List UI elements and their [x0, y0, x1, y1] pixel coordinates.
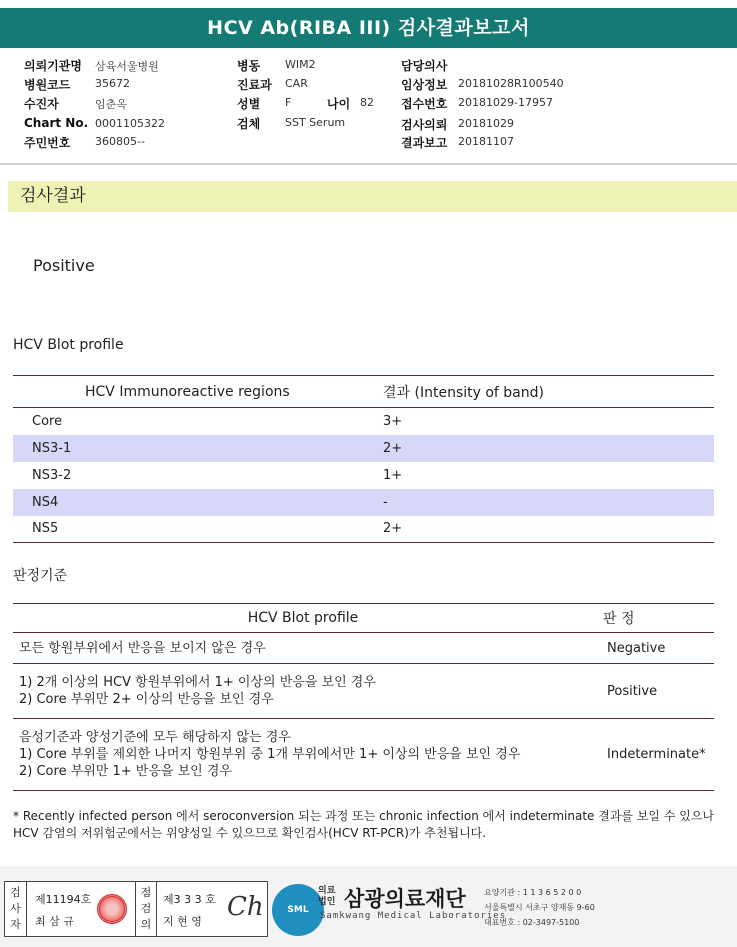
intensity-cell: 1+: [383, 467, 403, 483]
info-value: 360805--: [95, 135, 145, 148]
info-value: 삼육서울병원: [95, 60, 159, 73]
info-label: 임상정보: [401, 78, 448, 92]
table-row: [13, 516, 714, 543]
section-header: 검사결과: [8, 181, 737, 212]
criteria-table: [13, 603, 714, 791]
org-phone: 대표번호 : 02-3497-5100: [484, 918, 580, 927]
criteria-description: [13, 664, 593, 719]
info-label: 병원코드: [24, 78, 71, 92]
column-header: 결과 (Intensity of band): [383, 376, 714, 408]
criteria-description: [13, 719, 593, 791]
intensity-cell: 2+: [383, 435, 714, 462]
info-value: 20181028R100540: [458, 77, 564, 90]
info-label: 검체: [237, 117, 261, 131]
table-row: [13, 435, 714, 462]
info-value: 82: [360, 96, 374, 109]
info-value: 20181029: [458, 117, 514, 130]
region-cell: Core: [32, 413, 63, 429]
info-label: 접수번호: [401, 97, 448, 111]
info-label: 진료과: [237, 78, 272, 92]
footnote: * Recently infected person 에서 seroconversion 되는 과정 또는 chronic infection 에서 indeterminate 결과를 보일 수 있으나 HCV 감염의 저위험군에서는 위양성일 수 있으므로 확인검사(HCV RT-PCR)가 추천됩니다.: [13, 809, 715, 840]
approver-license: 제3 3 3 호: [163, 893, 216, 906]
info-value: 20181029-17957: [458, 96, 553, 109]
info-label: 수진자: [24, 97, 59, 111]
table-row: [13, 408, 714, 435]
blot-profile-table: [13, 375, 714, 543]
info-label: 주민번호: [24, 136, 71, 150]
info-value: SST Serum: [285, 116, 346, 129]
info-value: WIM2: [285, 58, 316, 71]
tester-license: 제11194호: [35, 893, 92, 906]
judgement-cell: Indeterminate*: [607, 747, 706, 762]
criteria-line: 2) Core 부위만 2+ 이상의 반응을 보인 경우: [19, 692, 274, 707]
signature-box: [4, 881, 268, 937]
table-row: [13, 633, 714, 664]
criteria-line: 2) Core 부위만 1+ 반응을 보인 경우: [19, 764, 232, 779]
approver-label: 점 검 의: [135, 882, 157, 936]
report-title: HCV Ab(RIBA III) 검사결과보고서: [0, 8, 737, 48]
info-label: 담당의사: [401, 59, 448, 73]
intensity-cell: 2+: [383, 521, 403, 537]
table-header-row: [13, 376, 714, 408]
judgement-cell: Positive: [593, 664, 714, 719]
org-address: 서울특별시 서초구 양재동 9-60: [484, 903, 595, 912]
column-header: HCV Blot profile: [13, 604, 593, 633]
signature: Ch: [227, 892, 264, 922]
info-value: CAR: [285, 77, 308, 90]
intensity-cell: -: [383, 489, 714, 516]
blot-profile-heading: HCV Blot profile: [13, 337, 124, 353]
judgement-cell: Negative: [593, 633, 714, 664]
sml-logo: SML: [272, 884, 324, 936]
institution-code: 요양기관 : 1 1 3 6 5 2 0 0: [484, 888, 582, 897]
info-value: 0001105322: [95, 117, 165, 130]
org-type: 의료 법인: [318, 886, 336, 907]
patient-info: [0, 56, 737, 160]
info-value: 35672: [95, 77, 130, 90]
info-value: F: [285, 96, 292, 109]
info-label: 검사의뢰: [401, 118, 448, 132]
overall-result: Positive: [33, 256, 95, 275]
org-name-english: Samkwang Medical Laboratories: [320, 911, 507, 921]
table-header-row: [13, 604, 714, 633]
table-row: [13, 664, 714, 719]
table-row: [13, 462, 714, 489]
approver-name: 지 현 영: [163, 915, 202, 928]
info-label: Chart No.: [24, 116, 89, 130]
info-label: 성별: [237, 97, 261, 111]
info-label: 나이: [327, 97, 351, 111]
criteria-line: 1) 2개 이상의 HCV 항원부위에서 1+ 이상의 반응을 보인 경우: [19, 675, 376, 690]
region-cell: NS3-1: [13, 435, 383, 462]
criteria-line: 음성기준과 양성기준에 모두 해당하지 않는 경우: [19, 730, 291, 745]
tester-label: 검사자: [5, 882, 27, 936]
criteria-line: 모든 항원부위에서 반응을 보이지 않은 경우: [19, 640, 266, 656]
column-header: 판 정: [593, 604, 714, 633]
criteria-description: [13, 633, 593, 664]
intensity-cell: 3+: [383, 413, 403, 429]
table-row: [13, 489, 714, 516]
region-cell: NS3-2: [32, 467, 72, 483]
table-row: [13, 719, 714, 791]
info-label: 의뢰기관명: [24, 59, 82, 73]
region-cell: NS5: [32, 521, 59, 537]
criteria-heading: 판정기준: [13, 568, 68, 584]
org-name: 삼광의료재단: [344, 887, 466, 911]
info-label: 결과보고: [401, 136, 448, 150]
info-label: 병동: [237, 59, 261, 73]
column-header: HCV Immunoreactive regions: [13, 376, 383, 408]
divider: [0, 163, 737, 165]
seal-stamp: [97, 894, 127, 924]
info-value: 임춘옥: [95, 98, 127, 111]
criteria-line: 1) Core 부위를 제외한 나머지 항원부위 중 1개 부위에서만 1+ 이상의 반응을 보인 경우: [19, 747, 521, 762]
tester-name: 최 삼 규: [35, 915, 74, 928]
info-value: 20181107: [458, 135, 514, 148]
region-cell: NS4: [13, 489, 383, 516]
